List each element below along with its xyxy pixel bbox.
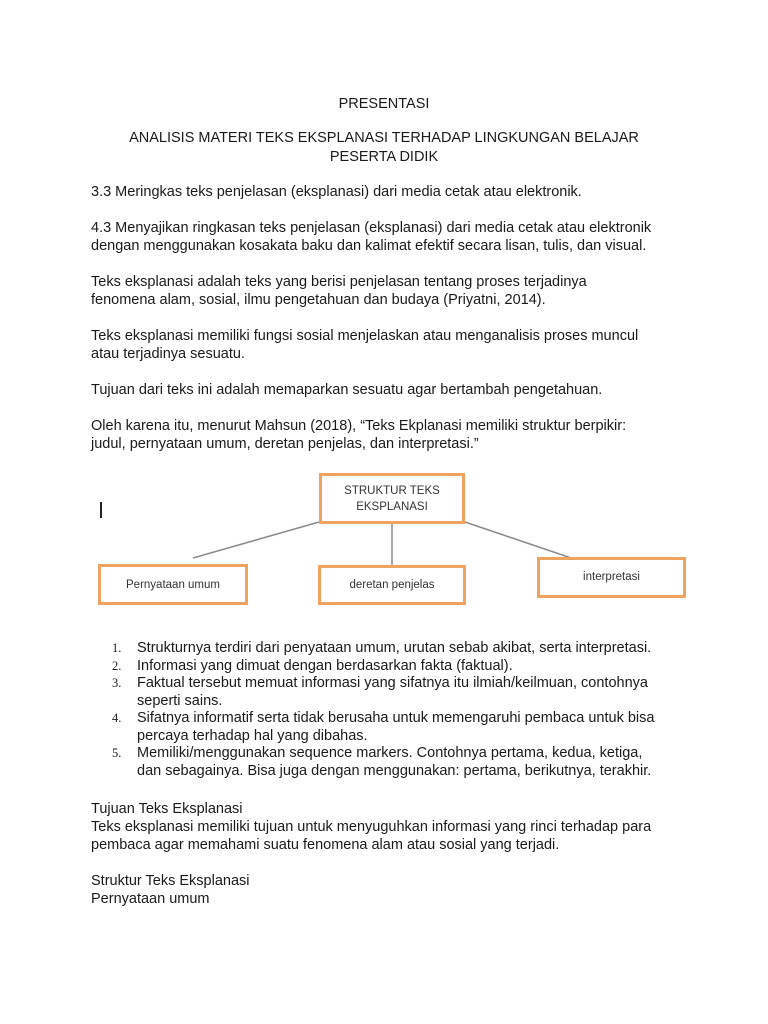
list-item-line-2: seperti sains. (137, 692, 223, 709)
list-item (92, 710, 692, 745)
list-item-line-2: percaya terhadap hal yang dibahas. (137, 727, 368, 744)
diagram-root-line-2: EKSPLANASI (356, 500, 428, 513)
list-number: 1. (112, 641, 122, 655)
diagram-root-box (319, 473, 465, 524)
paragraph-mahsun-line-2: judul, pernyataan umum, deretan penjelas, dan interpretasi.” (91, 436, 479, 452)
diagram-box-pernyataan-umum-label: Pernyataan umum (126, 578, 220, 591)
paragraph-function-line-1: Teks eksplanasi memiliki fungsi sosial menjelaskan atau menganalisis proses muncul (91, 328, 639, 344)
diagram-box-deretan-penjelas (318, 565, 466, 605)
list-item (92, 658, 692, 676)
list-item (92, 745, 692, 780)
list-item-line-1: Informasi yang dimuat dengan berdasarkan fakta (faktual). (137, 657, 513, 674)
section-heading-purpose: Tujuan Teks Eksplanasi (91, 801, 243, 817)
diagram-box-interpretasi-label: interpretasi (583, 571, 640, 583)
list-number: 2. (112, 658, 122, 673)
diagram-box-pernyataan-umum (98, 564, 248, 605)
subtitle-line-1: ANALISIS MATERI TEKS EKSPLANASI TERHADAP LINGKUNGAN BELAJAR (129, 130, 639, 146)
purpose-line-2: pembaca agar memahami suatu fenomena alam atau sosial yang terjadi. (91, 837, 560, 853)
list-number: 4. (112, 711, 122, 725)
list-item (92, 675, 692, 710)
page-title: PRESENTASI (338, 96, 430, 112)
list-item-line-1: Sifatnya informatif serta tidak berusaha untuk memengaruhi pembaca untuk bisa (137, 710, 655, 726)
paragraph-mahsun-line-1: Oleh karena itu, menurut Mahsun (2018), “Teks Ekplanasi memiliki struktur berpikir: (91, 418, 627, 434)
diagram-box-interpretasi (537, 557, 686, 598)
paragraph-kd-3-3: 3.3 Meringkas teks penjelasan (eksplanasi) dari media cetak atau elektronik. (91, 184, 582, 200)
paragraph-kd-4-3-line-2: dengan menggunakan kosakata baku dan kalimat efektif secara lisan, tulis, dan visual. (91, 238, 647, 254)
section-heading-structure: Struktur Teks Eksplanasi (91, 873, 250, 889)
paragraph-definition-line-2: fenomena alam, sosial, ilmu pengetahuan dan budaya (Priyatni, 2014). (91, 292, 546, 308)
diagram-box-deretan-penjelas-label: deretan penjelas (349, 579, 435, 591)
structure-item: Pernyataan umum (91, 891, 210, 907)
purpose-line-1: Teks eksplanasi memiliki tujuan untuk menyuguhkan informasi yang rinci terhadap para (91, 819, 652, 835)
list-number: 5. (112, 746, 122, 760)
paragraph-definition-line-1: Teks eksplanasi adalah teks yang berisi penjelasan tentang proses terjadinya (91, 274, 587, 290)
paragraph-purpose: Tujuan dari teks ini adalah memaparkan sesuatu agar bertambah pengetahuan. (91, 382, 603, 398)
list-item-line-1: Memiliki/menggunakan sequence markers. Contohnya pertama, kedua, ketiga, (137, 745, 643, 761)
paragraph-function-line-2: atau terjadinya sesuatu. (91, 346, 245, 362)
paragraph-kd-4-3-line-1: 4.3 Menyajikan ringkasan teks penjelasan (eksplanasi) dari media cetak atau elektronik (91, 220, 652, 236)
characteristics-list (92, 640, 692, 780)
list-item-line-1: Strukturnya terdiri dari penyataan umum, urutan sebab akibat, serta interpretasi. (137, 640, 652, 656)
subtitle-line-2: PESERTA DIDIK (329, 149, 439, 165)
connector-left (193, 522, 319, 558)
diagram-root-line-1: STRUKTUR TEKS (344, 484, 440, 497)
list-item-line-2: dan sebagainya. Bisa juga dengan menggunakan: pertama, berikutnya, terakhir. (137, 762, 652, 779)
list-item-line-1: Faktual tersebut memuat informasi yang sifatnya itu ilmiah/keilmuan, contohnya (137, 675, 648, 691)
list-item (92, 640, 692, 658)
connector-right (465, 522, 577, 560)
list-number: 3. (112, 676, 122, 690)
